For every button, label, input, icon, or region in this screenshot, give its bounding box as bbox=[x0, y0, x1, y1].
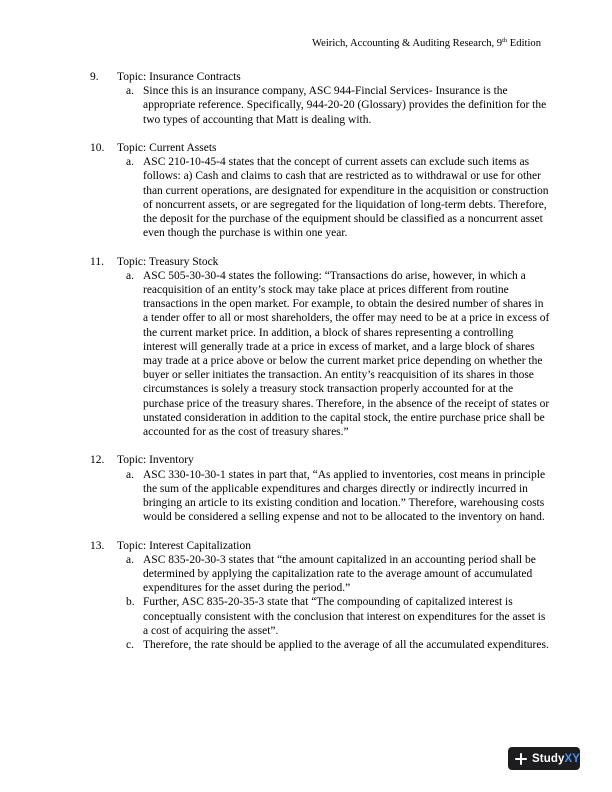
topic-insurance-contracts bbox=[90, 70, 550, 127]
topic-title: Topic: Interest Capitalization bbox=[117, 539, 251, 552]
item-letter: b. bbox=[126, 596, 135, 609]
item-letter: a. bbox=[126, 553, 134, 566]
topic-heading bbox=[90, 255, 550, 269]
topic-number: 10. bbox=[90, 142, 105, 154]
topic-heading bbox=[90, 70, 550, 84]
topic-number: 11. bbox=[90, 255, 104, 268]
list-item bbox=[126, 155, 550, 240]
item-text: Therefore, the rate should be applied to the average of all the accumulated expenditures. bbox=[143, 639, 549, 652]
brand-word-main: Study bbox=[532, 752, 565, 765]
list-item bbox=[126, 468, 550, 525]
topic-interest-capitalization bbox=[90, 539, 550, 653]
list-item bbox=[126, 595, 550, 638]
topic-number: 12. bbox=[90, 454, 105, 467]
topic-heading bbox=[90, 453, 550, 467]
item-text: ASC 835-20-30-3 states that “the amount capitalized in an accounting period shall be determined by applying the capitalization rate to the average amount of accumulated expenditures for the asset during the period.” bbox=[143, 553, 536, 595]
item-letter: a. bbox=[126, 468, 134, 481]
topic-number: 13. bbox=[90, 539, 105, 552]
topic-title: Topic: Treasury Stock bbox=[117, 255, 219, 268]
brand-word-accent: XY bbox=[564, 752, 580, 765]
list-item bbox=[126, 84, 550, 127]
header-superscript: th bbox=[502, 37, 508, 44]
running-header bbox=[312, 38, 541, 50]
topic-current-assets bbox=[90, 141, 550, 240]
item-letter: a. bbox=[126, 269, 134, 282]
topic-title: Topic: Inventory bbox=[117, 454, 194, 467]
list-item bbox=[126, 553, 550, 596]
item-text: ASC 505-30-30-4 states the following: “Transactions do arise, however, in which a reacquisition of an entity’s stock may take place at prices different from routine transactions in the open market. For example, to obtain the desired number of shares in a tender offer to all or most shareholders, the offer may need to be at a price in excess of the current market price. In addition, a block of shares representing a controlling interest will generally trade at a price in excess of market, and a large block of shares may trade at a price above or below the current market price depending on whether the buyer or seller initiates the transaction. An entity’s reacquisition of its shares in those circumstances is solely a treasury stock transaction properly accounted for at the purchase price of the treasury shares. Therefore, in the absence of the receipt of states or unstated consideration in addition to the capital stock, the entire purchase price shall be accounted for as the cost of treasury shares.” bbox=[143, 269, 550, 439]
topic-treasury-stock bbox=[90, 255, 550, 440]
item-letter: c. bbox=[126, 639, 134, 652]
item-text: ASC 210-10-45-4 states that the concept of current assets can exclude such items as follows: a) Cash and claims to cash that are restricted as to withdrawal or use for other than current operations, are designated for expenditure in the acquisition or construction of noncurrent assets, or are segregated for the liquidation of long-term debts. Therefore, the deposit for the purchase of the equipment should be classified as a noncurrent asset even though the purchase is within one year. bbox=[143, 156, 549, 240]
item-letter: a. bbox=[126, 156, 134, 169]
item-text: Further, ASC 835-20-35-3 state that “The compounding of capitalized interest is conceptually consistent with the conclusion that interest on expenditures for the asset is a cost of acquiring the asset”. bbox=[143, 596, 546, 637]
header-text-end: Edition bbox=[507, 38, 541, 49]
brand-wordmark bbox=[532, 753, 580, 765]
topic-heading bbox=[90, 141, 550, 155]
item-text: ASC 330-10-30-1 states in part that, “As applied to inventories, cost means in principle the sum of the applicable expenditures and charges directly or indirectly incurred in bringing an article to its existing condition and location.” Therefore, warehousing costs would be considered a selling expense and not to be allocated to the inventory on hand. bbox=[143, 468, 546, 524]
topic-heading bbox=[90, 539, 550, 553]
topic-title: Topic: Insurance Contracts bbox=[117, 71, 241, 83]
document-body bbox=[90, 70, 550, 666]
topic-title: Topic: Current Assets bbox=[117, 142, 217, 154]
topic-inventory bbox=[90, 453, 550, 524]
header-text: Weirich, Accounting & Auditing Research, 9 bbox=[312, 38, 503, 49]
studyxy-badge[interactable] bbox=[508, 747, 580, 770]
item-letter: a. bbox=[126, 85, 134, 98]
plus-icon bbox=[515, 753, 527, 765]
list-item bbox=[126, 269, 550, 439]
item-text: Since this is an insurance company, ASC 944-Fincial Services- Insurance is the appropriate reference. Specifically, 944-20-20 (Glossary) provides the definition for the two types of accounting that Matt is dealing with. bbox=[143, 85, 547, 126]
topic-number: 9. bbox=[90, 71, 99, 83]
list-item bbox=[126, 638, 550, 652]
